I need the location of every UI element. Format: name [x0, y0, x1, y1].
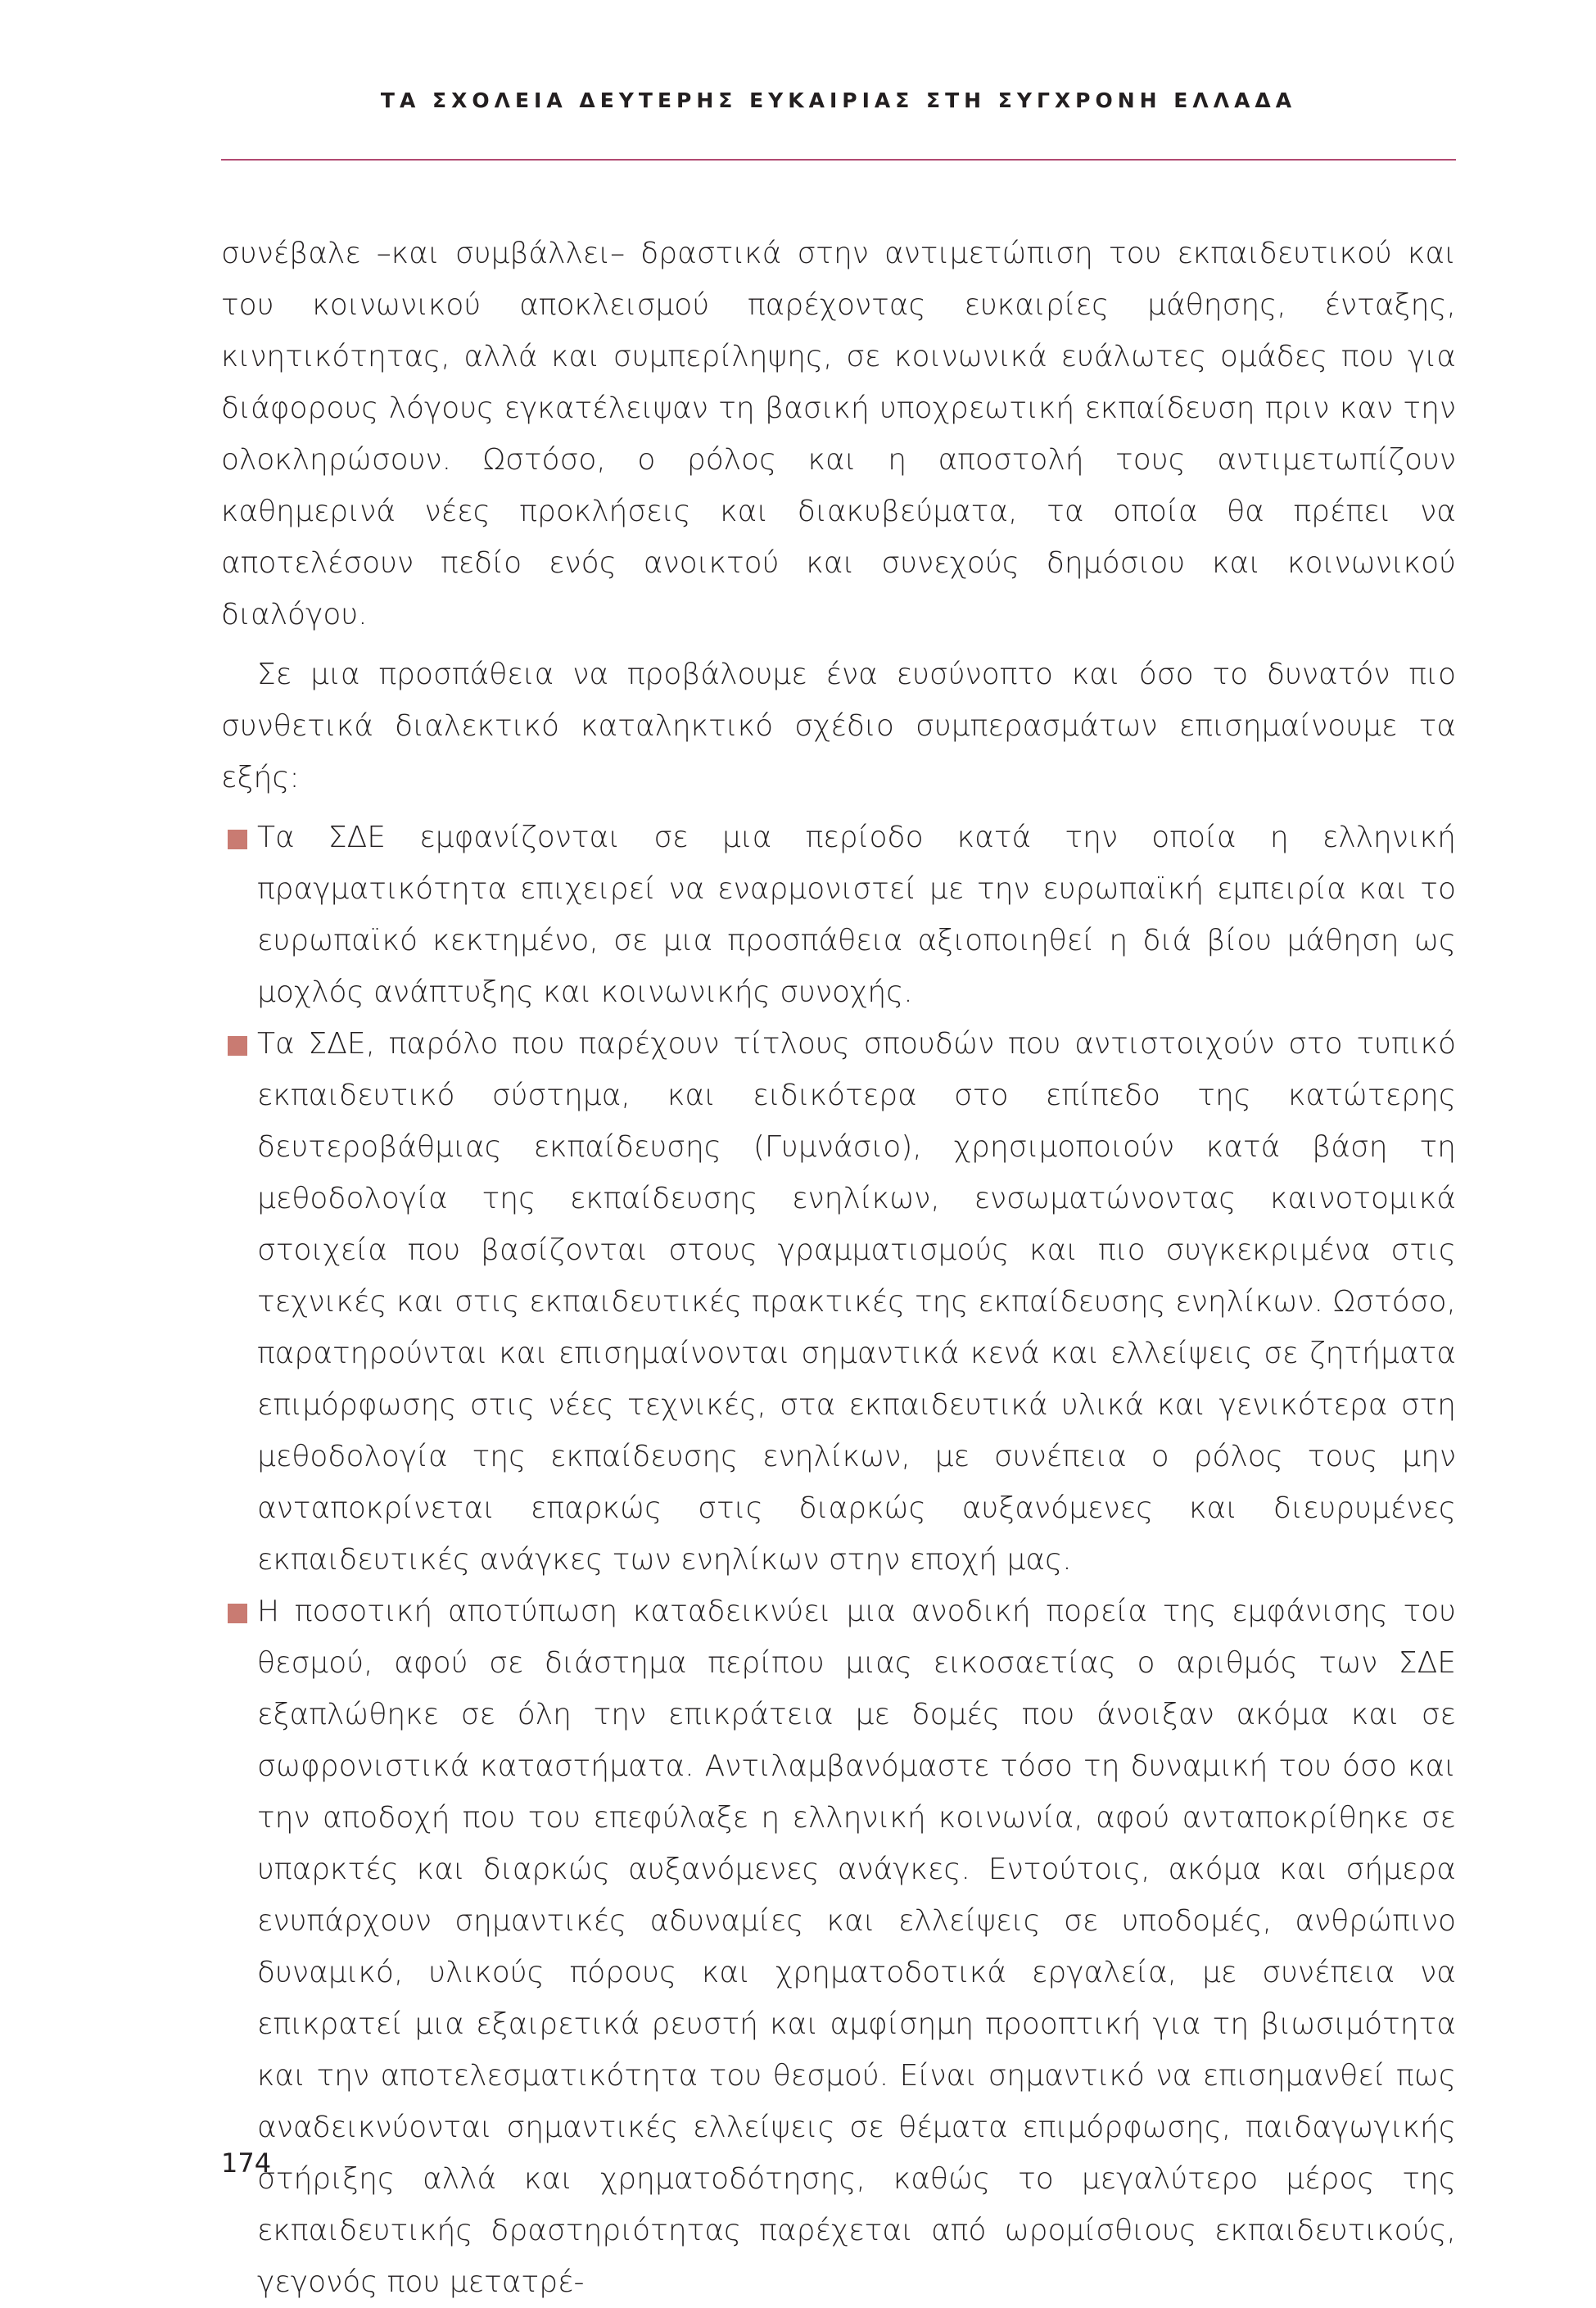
- bullet-item-text: Τα ΣΔΕ εμφανίζονται σε μια περίοδο κατά την οποία η ελληνική πραγματικότητα επιχειρεί να εναρμονιστεί με την ευρωπαϊκή εμπειρία και το ευρωπαϊκό κεκτημένο, σε μια προσπάθεια αξιοποιηθεί η διά βίου μάθηση ως μοχλός ανάπτυξης και κοινωνικής συνοχής.: [257, 821, 1456, 1009]
- paragraph-continuation: συνέβαλε –και συμβάλλει– δραστικά στην αντιμετώπιση του εκπαιδευτικού και του κοινωνικού αποκλεισμού παρέχοντας ευκαιρίες μάθησης, ένταξης, κινητικότητας, αλλά και συμπερίληψης, σε κοινωνικά ευάλωτες ομάδες που για διάφορους λόγους εγκατέλειψαν τη βασική υποχρεωτική εκπαίδευση πριν καν την ολοκληρώσουν. Ωστόσο, ο ρόλος και η αποστολή τους αντιμετωπίζουν καθημερινά νέες προκλήσεις και διακυβεύματα, τα οποία θα πρέπει να αποτελέσουν πεδίο ενός ανοικτού και συνεχούς δημόσιου και κοινωνικού διαλόγου.: [221, 237, 1456, 631]
- bullet-item-text: Τα ΣΔΕ, παρόλο που παρέχουν τίτλους σπουδών που αντιστοιχούν στο τυπικό εκπαιδευτικό σύστημα, και ειδικότερα στο επίπεδο της κατώτερης δευτεροβάθμιας εκπαίδευσης (Γυμνάσιο), χρησιμοποιούν κατά βάση τη μεθοδολογία της εκπαίδευσης ενηλίκων, ενσωματώνοντας καινοτομικά στοιχεία που βασίζονται στους γραμματισμούς και πιο συγκεκριμένα στις τεχνικές και στις εκπαιδευτικές πρακτικές της εκπαίδευσης ενηλίκων. Ωστόσο, παρατηρούνται και επισημαίνονται σημαντικά κενά και ελλείψεις σε ζητήματα επιμόρφωσης στις νέες τεχνικές, στα εκπαιδευτικά υλικά και γενικότερα στη μεθοδολογία της εκπαίδευσης ενηλίκων, με συνέπεια ο ρόλος τους μην ανταποκρίνεται επαρκώς στις διαρκώς αυξανόμενες και διευρυμένες εκπαιδευτικές ανάγκες των ενηλίκων στην εποχή μας.: [257, 1027, 1456, 1577]
- bullet-item: [221, 1018, 1456, 1586]
- square-bullet-icon: [228, 1036, 247, 1056]
- body-text: [221, 228, 1456, 2308]
- square-bullet-icon: [228, 830, 247, 849]
- square-bullet-icon: [228, 1604, 247, 1623]
- bullet-item: [221, 812, 1456, 1018]
- page-number: 174: [221, 2147, 272, 2179]
- running-header-title: ΤΑ ΣΧΟΛΕΙΑ ΔΕΥΤΕΡΗΣ ΕΥΚΑΙΡΙΑΣ ΣΤΗ ΣΥΓΧΡΟΝΗ ΕΛΛΑΔΑ: [380, 88, 1297, 112]
- bullet-item: [221, 1586, 1456, 2308]
- header-divider: [221, 159, 1456, 161]
- paragraph-conclusions-intro: Σε μια προσπάθεια να προβάλουμε ένα ευσύνοπτο και όσο το δυνατόν πιο συνθετικά διαλεκτικό καταληκτικό σχέδιο συμπερασμάτων επισημαίνουμε τα εξής:: [221, 658, 1456, 794]
- bullet-item-text: Η ποσοτική αποτύπωση καταδεικνύει μια ανοδική πορεία της εμφάνισης του θεσμού, αφού σε διάστημα περίπου μιας εικοσαετίας ο αριθμός των ΣΔΕ εξαπλώθηκε σε όλη την επικράτεια με δομές που άνοιξαν ακόμα και σε σωφρονιστικά καταστήματα. Αντιλαμβανόμαστε τόσο τη δυναμική του όσο και την αποδοχή που του επεφύλαξε η ελληνική κοινωνία, αφού ανταποκρίθηκε σε υπαρκτές και διαρκώς αυξανόμενες ανάγκες. Εντούτοις, ακόμα και σήμερα ενυπάρχουν σημαντικές αδυναμίες και ελλείψεις σε υποδομές, ανθρώπινο δυναμικό, υλικούς πόρους και χρηματοδοτικά εργαλεία, με συνέπεια να επικρατεί μια εξαιρετικά ρευστή και αμφίσημη προοπτική για τη βιωσιμότητα και την αποτελεσματικότητα του θεσμού. Είναι σημαντικό να επισημανθεί πως αναδεικνύονται σημαντικές ελλείψεις σε θέματα επιμόρφωσης, παιδαγωγικής στήριξης αλλά και χρηματοδότησης, καθώς το μεγαλύτερο μέρος της εκπαιδευτικής δραστηριότητας παρέχεται από ωρομίσθιους εκπαιδευτικούς, γεγονός που μετατρέ-: [257, 1595, 1456, 2299]
